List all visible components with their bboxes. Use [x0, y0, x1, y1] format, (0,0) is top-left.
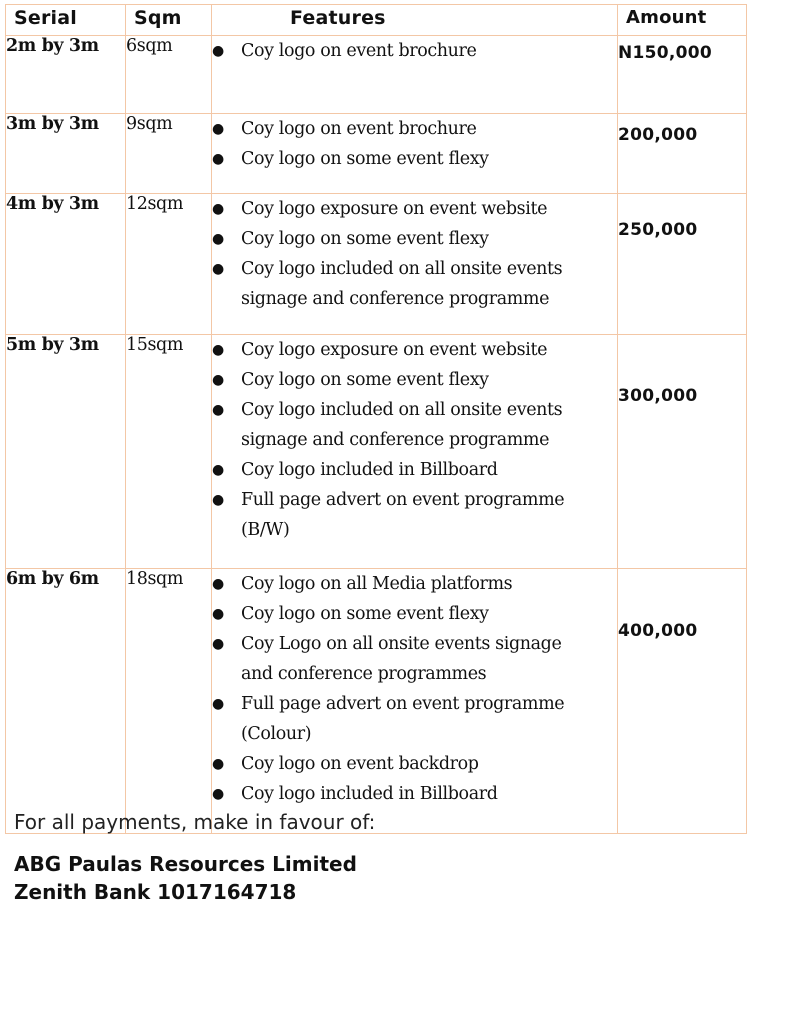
- feature-item: [212, 335, 617, 365]
- feature-text: Coy logo on some event flexy: [241, 149, 489, 169]
- bullet-icon: ●: [212, 786, 224, 802]
- features-cell: [212, 194, 618, 335]
- sqm-cell: 12sqm: [126, 194, 212, 335]
- feature-list: [212, 194, 617, 314]
- bullet-icon: ●: [212, 402, 224, 418]
- sqm-cell: 18sqm: [126, 569, 212, 834]
- feature-text: Coy logo exposure on event website: [241, 340, 548, 360]
- header-row: [6, 5, 747, 36]
- serial-cell: 5m by 3m: [6, 335, 126, 569]
- feature-item: [212, 224, 617, 254]
- feature-list: [212, 36, 617, 66]
- bullet-icon: ●: [212, 636, 224, 652]
- amount-cell: N150,000: [618, 36, 747, 114]
- feature-text: Coy logo on event brochure: [241, 119, 477, 139]
- features-cell: [212, 114, 618, 194]
- serial-cell: 4m by 3m: [6, 194, 126, 335]
- header-amount: Amount: [618, 5, 747, 36]
- bullet-icon: ●: [212, 492, 224, 508]
- feature-text: Coy logo exposure on event website: [241, 199, 548, 219]
- feature-item: [212, 599, 617, 629]
- feature-text: Coy logo on some event flexy: [241, 604, 489, 624]
- sqm-cell: 9sqm: [126, 114, 212, 194]
- amount-cell: 200,000: [618, 114, 747, 194]
- feature-list: [212, 569, 617, 809]
- header-sqm: Sqm: [126, 5, 212, 36]
- feature-item: [212, 395, 617, 455]
- serial-cell: 2m by 3m: [6, 36, 126, 114]
- feature-item: [212, 569, 617, 599]
- amount-cell: 250,000: [618, 194, 747, 335]
- bullet-icon: ●: [212, 151, 224, 167]
- feature-item: [212, 144, 617, 174]
- bullet-icon: ●: [212, 201, 224, 217]
- bullet-icon: ●: [212, 43, 224, 59]
- table-row: [6, 194, 747, 335]
- serial-cell: 3m by 3m: [6, 114, 126, 194]
- feature-item: [212, 749, 617, 779]
- sqm-cell: 6sqm: [126, 36, 212, 114]
- account-name: ABG Paulas Resources Limited: [14, 852, 357, 876]
- feature-text: Coy logo included in Billboard: [241, 460, 498, 480]
- bullet-icon: ●: [212, 756, 224, 772]
- table-row: [6, 36, 747, 114]
- bullet-icon: ●: [212, 606, 224, 622]
- amount-cell: 300,000: [618, 335, 747, 569]
- feature-list: [212, 335, 617, 545]
- table-row: [6, 569, 747, 834]
- feature-item: [212, 36, 617, 66]
- amount-cell: 400,000: [618, 569, 747, 834]
- payment-note: For all payments, make in favour of:: [14, 810, 376, 834]
- header-serial: Serial: [6, 5, 126, 36]
- feature-item: [212, 254, 617, 314]
- feature-item: [212, 114, 617, 144]
- feature-text: Coy logo on event backdrop: [241, 754, 479, 774]
- features-cell: [212, 36, 618, 114]
- feature-text: Coy logo included on all onsite events signage and conference programme: [241, 400, 563, 450]
- feature-text: Coy logo included on all onsite events signage and conference programme: [241, 259, 563, 309]
- feature-text: Coy logo on some event flexy: [241, 229, 489, 249]
- feature-text: Full page advert on event programme (B/W): [241, 490, 565, 540]
- features-cell: [212, 569, 618, 834]
- bullet-icon: ●: [212, 121, 224, 137]
- feature-text: Coy Logo on all onsite events signage and conference programmes: [241, 634, 562, 684]
- feature-item: [212, 365, 617, 395]
- bullet-icon: ●: [212, 576, 224, 592]
- table-row: [6, 114, 747, 194]
- feature-text: Coy logo included in Billboard: [241, 784, 498, 804]
- header-features: Features: [212, 5, 618, 36]
- feature-item: [212, 689, 617, 749]
- table-row: [6, 335, 747, 569]
- feature-list: [212, 114, 617, 174]
- serial-cell: 6m by 6m: [6, 569, 126, 834]
- features-cell: [212, 335, 618, 569]
- bullet-icon: ●: [212, 462, 224, 478]
- feature-text: Full page advert on event programme (Colour): [241, 694, 565, 744]
- bank-account: Zenith Bank 1017164718: [14, 880, 297, 904]
- feature-item: [212, 629, 617, 689]
- feature-item: [212, 485, 617, 545]
- bullet-icon: ●: [212, 696, 224, 712]
- sponsorship-table: [5, 4, 747, 834]
- bullet-icon: ●: [212, 231, 224, 247]
- sqm-cell: 15sqm: [126, 335, 212, 569]
- feature-text: Coy logo on event brochure: [241, 41, 477, 61]
- feature-item: [212, 194, 617, 224]
- bullet-icon: ●: [212, 342, 224, 358]
- feature-text: Coy logo on some event flexy: [241, 370, 489, 390]
- feature-item: [212, 455, 617, 485]
- feature-text: Coy logo on all Media platforms: [241, 574, 513, 594]
- bullet-icon: ●: [212, 261, 224, 277]
- feature-item: [212, 779, 617, 809]
- bullet-icon: ●: [212, 372, 224, 388]
